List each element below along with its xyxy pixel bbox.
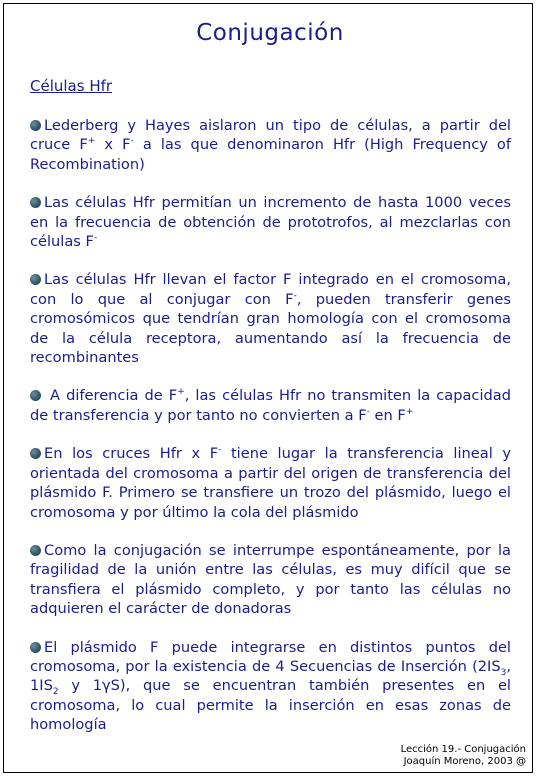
bullet-paragraph <box>30 270 511 367</box>
paragraph-text: , las células Hfr no transmiten la capacidad de transferencia y por tanto no convierten a F <box>30 387 511 424</box>
footer-author: Joaquín Moreno, 2003 @ <box>403 756 526 767</box>
superscript: + <box>177 387 185 398</box>
paragraph-text: x F <box>95 136 131 154</box>
bullet-paragraph <box>30 541 511 619</box>
superscript: - <box>93 233 98 244</box>
paragraph-text: y 1γS), que se encuentran también presentes en el cromosoma, lo cual permite la inserción en esas zonas de homología <box>30 677 511 734</box>
paragraph-text: Las células Hfr permitían un incremento de hasta 1000 veces en la frecuencia de obtención de prototrofos, al mezclarlas con células F <box>30 194 511 251</box>
bullet-paragraph <box>30 386 511 425</box>
bullet-paragraph <box>30 193 511 251</box>
page-title: Conjugación <box>196 20 344 46</box>
footer-lesson: Lección 19.- Conjugación <box>400 744 526 755</box>
paragraph-text: Lederberg y Hayes aislaron un tipo de células, a partir del cruce F <box>30 117 511 154</box>
superscript: + <box>405 407 414 418</box>
superscript: - <box>366 407 370 418</box>
superscript: - <box>130 136 134 147</box>
footer <box>401 744 526 768</box>
paragraph-text: El plásmido F puede integrarse en distintos puntos del cromosoma, por la existencia de 4 Secuencias de Inserción (2IS <box>30 638 511 675</box>
paragraph-text: , pueden transferir genes cromosómicos que tendrían gran homología con el cromosoma de la célula receptora, aumentando así la frecuencia de recombinantes <box>30 290 511 367</box>
paragraph-text: Como la conjugación se interrumpe espontáneamente, por la fragilidad de la unión entre las células, es muy difícil que se transfiera el plásmido completo, y por tanto las células no adquieren el carácter de donadoras <box>30 541 511 618</box>
round-bullet-icon <box>30 197 41 208</box>
superscript: - <box>293 290 297 301</box>
paragraph-text: Las células Hfr llevan el factor F integrado en el cromosoma, con lo que al conjugar con F <box>30 271 511 308</box>
paragraph-text: a las que denominaron Hfr (High Frequency of Recombination) <box>30 136 512 173</box>
superscript: - <box>218 445 222 456</box>
bullet-paragraph <box>30 638 511 735</box>
round-bullet-icon <box>30 390 41 401</box>
round-bullet-icon <box>30 274 41 285</box>
bullet-paragraph <box>30 116 511 174</box>
section-heading: Células Hfr <box>30 77 113 95</box>
round-bullet-icon <box>30 642 41 653</box>
round-bullet-icon <box>30 120 41 131</box>
content-body <box>30 116 511 754</box>
superscript: + <box>87 136 96 147</box>
round-bullet-icon <box>30 448 41 459</box>
paragraph-text: A diferencia de F <box>44 387 178 405</box>
round-bullet-icon <box>30 545 41 556</box>
subscript: 2 <box>52 687 59 698</box>
subscript: 3 <box>500 667 507 678</box>
paragraph-text: En los cruces Hfr x F <box>44 445 219 463</box>
paragraph-text: tiene lugar la transferencia lineal y orientada del cromosoma a partir del origen de transferencia del plásmido F. Primero se transfiere un trozo del plásmido, luego el cromosoma y por último la cola del plásmido <box>30 445 512 521</box>
paragraph-text: , 1IS <box>30 657 511 695</box>
paragraph-text: en F <box>369 406 406 424</box>
bullet-paragraph <box>30 444 511 522</box>
